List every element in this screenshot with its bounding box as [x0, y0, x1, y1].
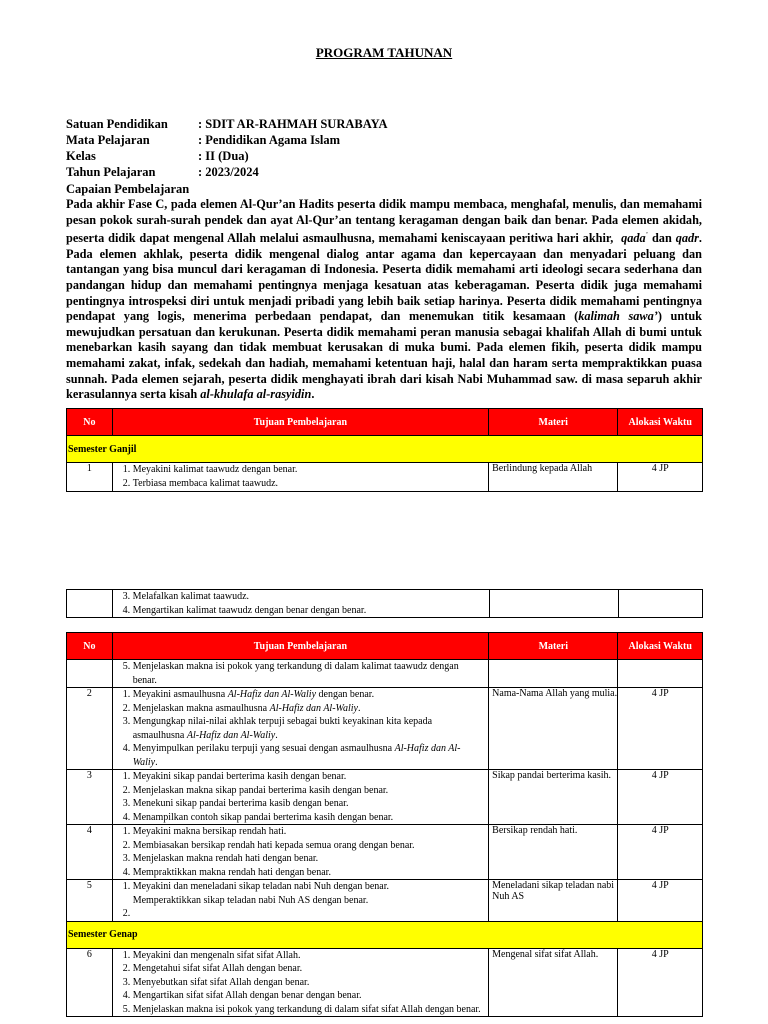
- cell-tujuan: [112, 770, 488, 825]
- cell-no: 2: [67, 688, 113, 770]
- cell-alokasi: 4 JP: [618, 463, 703, 492]
- identity-row-tahun: [66, 164, 388, 180]
- tujuan-item: [133, 715, 488, 742]
- item-text: Memperaktikkan sikap teladan nabi Nuh AS dengan benar.: [132, 894, 369, 906]
- tujuan-item: 2. Mengetahui sifat sifat Allah dengan benar.: [133, 962, 488, 976]
- item-term: Al-Hafiz dan Al-Waliy: [186, 729, 276, 741]
- cell-materi: Nama-Nama Allah yang mulia.: [489, 688, 618, 770]
- tujuan-item: 4. Mengartikan kalimat taawudz dengan benar dengan benar.: [133, 604, 489, 618]
- cell-materi: [489, 660, 618, 688]
- tujuan-item: 1. Meyakini makna bersikap rendah hati.: [133, 825, 488, 839]
- tujuan-item: 2. Menjelaskan makna sikap pandai berterima kasih dengan benar.: [133, 784, 488, 798]
- tujuan-item: [133, 907, 488, 921]
- item-text: Meyakini asmaulhusna: [132, 689, 228, 700]
- capaian-term-qada: qada: [621, 231, 646, 246]
- item-text: Meyakini dan meneladani sikap teladan nabi Nuh dengan benar.: [132, 881, 390, 892]
- tujuan-item: 4. Menampilkan contoh sikap pandai berterima kasih dengan benar.: [133, 811, 488, 825]
- identity-label: Tahun Pelajaran: [66, 165, 156, 179]
- item-text: dengan benar.: [316, 689, 375, 700]
- header-no: No: [67, 409, 113, 436]
- capaian-text: Pada akhir Fase C, pada elemen Al-Qur’an Hadits peserta didik mampu membaca, menghafal, menulis, dan memahami pesan pokok surah-surah pendek dan ayat Al-Qur’an tentang keragaman dengan baik dan benar. Pada elemen akidah, peserta didik dapat mengenal Allah melalui asmaulhusna, memahami keniscayaan peritiwa hari akhir,: [66, 197, 702, 246]
- tujuan-item: 1. Meyakini dan mengenaln sifat sifat Allah.: [133, 949, 488, 963]
- header-tujuan: Tujuan Pembelajaran: [112, 409, 488, 436]
- tujuan-item: 5. Menjelaskan makna isi pokok yang terkandung di dalam kalimat taawudz dengan benar.: [133, 660, 488, 687]
- header-alokasi: Alokasi Waktu: [618, 633, 703, 660]
- header-no: No: [67, 633, 113, 660]
- item-text: .: [357, 702, 361, 714]
- tujuan-item: 1. Meyakini sikap pandai berterima kasih dengan benar.: [133, 770, 488, 784]
- cell-tujuan: [112, 825, 488, 880]
- table-row: [67, 948, 703, 1017]
- table-row: [67, 590, 703, 618]
- identity-value: : SDIT AR-RAHMAH SURABAYA: [198, 117, 388, 131]
- cell-tujuan: [112, 688, 488, 770]
- item-text: Menyimpulkan perilaku terpuji yang sesuai dengan asmaulhusna: [132, 743, 395, 754]
- identity-value: : 2023/2024: [198, 165, 259, 179]
- cell-materi: Meneladani sikap teladan nabi Nuh AS: [489, 880, 618, 922]
- table-header-row: [67, 409, 703, 436]
- identity-row-mapel: [66, 132, 388, 148]
- identity-label: Satuan Pendidikan: [66, 117, 168, 131]
- page-title: PROGRAM TAHUNAN: [315, 45, 453, 60]
- capaian-text: ) untuk mewujudkan persatuan dan kerukunan. Peserta didik memahami peran manusia sebagai khalifah Allah di bumi untuk menebarkan kasih sayang dan tidak membuat kerusakan di muka bumi. Pada elemen fikih, peserta didik mampu memahami zakat, infak, sedekah dan hadiah, memahami ketentuan haji, halal dan haram serta mempraktikkan puasa sunnah. Pada elemen sejarah, peserta didik menghayati ibrah dari kisah Nabi Muhammad saw. di masa separuh akhir kerasulannya serta kisah: [66, 309, 703, 402]
- cell-tujuan: [112, 590, 489, 618]
- tujuan-item: 5. Menjelaskan makna isi pokok yang terkandung di dalam sifat sifat Allah dengan benar.: [133, 1003, 488, 1017]
- cell-tujuan: [112, 660, 488, 688]
- cell-alokasi: 4 JP: [618, 825, 703, 880]
- table-row: [67, 463, 703, 492]
- tujuan-item: 4. Mengartikan sifat sifat Allah dengan benar dengan benar.: [133, 989, 488, 1003]
- tujuan-item: [133, 742, 488, 769]
- program-table-1: [66, 408, 703, 492]
- cell-materi: Mengenal sifat sifat Allah.: [489, 948, 618, 1017]
- cell-alokasi: 4 JP: [618, 770, 703, 825]
- table-header-row: [67, 633, 703, 660]
- cell-no: 5: [67, 880, 113, 922]
- table-row: [67, 825, 703, 880]
- capaian-term-khulafa: al-khulafa al-rasyidin: [200, 387, 312, 402]
- table-row: [67, 880, 703, 922]
- cell-materi: Sikap pandai berterima kasih.: [489, 770, 618, 825]
- tujuan-item: 3. Menyebutkan sifat sifat Allah dengan benar.: [133, 976, 488, 990]
- cell-no: 6: [67, 948, 113, 1017]
- table-row: [67, 660, 703, 688]
- identity-label: Kelas: [66, 149, 96, 163]
- capaian-term-kalimah: kalimah sawa’: [578, 309, 658, 324]
- tujuan-item: 2. Membiasakan bersikap rendah hati kepada semua orang dengan benar.: [133, 839, 488, 853]
- identity-value: : II (Dua): [198, 149, 249, 163]
- item-text: Menjelaskan makna asmaulhusna: [132, 702, 270, 714]
- capaian-sup: ’: [645, 231, 649, 240]
- header-materi: Materi: [489, 633, 618, 660]
- semester-label: Semester Genap: [67, 921, 703, 948]
- cell-materi: Berlindung kepada Allah: [489, 463, 618, 492]
- cell-no: [67, 590, 113, 618]
- identity-label: Mata Pelajaran: [66, 133, 150, 147]
- cell-alokasi: [618, 590, 702, 618]
- program-table-2: [66, 589, 703, 618]
- header-materi: Materi: [489, 409, 618, 436]
- identity-row-kelas: [66, 148, 388, 164]
- cell-tujuan: [112, 463, 488, 492]
- table-row: [67, 770, 703, 825]
- cell-no: 1: [67, 463, 113, 492]
- item-term: Al-Hafiz dan Al-Waliy: [269, 702, 358, 714]
- item-text: Mengungkap nilai-nilai akhlak terpuji sebagai bukti keyakinan kita kepada asmaulhusna: [132, 716, 433, 741]
- cell-materi: [489, 590, 618, 618]
- cell-alokasi: 4 JP: [618, 880, 703, 922]
- semester-label: Semester Ganjil: [67, 436, 703, 463]
- capaian-term-qadr: qadr: [675, 231, 699, 246]
- tujuan-item: [133, 688, 488, 702]
- item-text: .: [275, 729, 278, 741]
- tujuan-item: 2. Terbiasa membaca kalimat taawudz.: [133, 477, 488, 491]
- cell-materi: Bersikap rendah hati.: [489, 825, 618, 880]
- tujuan-item: 3. Menekuni sikap pandai berterima kasib dengan benar.: [133, 797, 488, 811]
- semester-row: [67, 436, 703, 463]
- capaian-title: Capaian Pembelajaran: [66, 182, 190, 196]
- tujuan-item: 1. Meyakini kalimat taawudz dengan benar.: [133, 463, 488, 477]
- cell-alokasi: 4 JP: [618, 688, 703, 770]
- tujuan-item: [133, 880, 488, 907]
- cell-no: 4: [67, 825, 113, 880]
- item-term: Al-Hafiz dan Al-Waliy: [227, 689, 317, 700]
- tujuan-item: [133, 702, 488, 716]
- tujuan-item: 4. Mempraktikkan makna rendah hati dengan benar.: [133, 866, 488, 880]
- capaian-text: . Pada elemen akhlak, peserta didik mengenal dialog antar agama dan kepercayaan dan menyadari peluang dan tantangan yang bisa muncul dari keragaman di Indonesia. Peserta didik memahami arti ideologi secara sederhana dan pandangan hidup dan memahami pentingnya menjaga kesatuan atas keberagaman. Peserta didik juga memahami pentingnya introspeksi diri untuk menjadi pribadi yang lebih baik setiap harinya. Peserta didik memahami pentingnya pendapat yang logis, menerima perbedaan pendapat, dan menemukan titik kesamaan (: [66, 231, 702, 324]
- header-tujuan: Tujuan Pembelajaran: [112, 633, 488, 660]
- capaian-text: dan: [651, 231, 672, 246]
- identity-block: [66, 116, 388, 180]
- program-table-3: [66, 632, 703, 1017]
- header-alokasi: Alokasi Waktu: [618, 409, 703, 436]
- cell-alokasi: 4 JP: [618, 948, 703, 1017]
- cell-tujuan: [112, 880, 488, 922]
- item-text: .: [155, 756, 158, 768]
- cell-no: 3: [67, 770, 113, 825]
- table-row: [67, 688, 703, 770]
- identity-row-satuan: [66, 116, 388, 132]
- cell-tujuan: [112, 948, 488, 1017]
- capaian-text: .: [311, 387, 315, 402]
- identity-value: : Pendidikan Agama Islam: [198, 133, 341, 147]
- cell-no: [67, 660, 113, 688]
- capaian-paragraph: [66, 197, 702, 403]
- semester-row: [67, 921, 703, 948]
- tujuan-item: 3. Menjelaskan makna rendah hati dengan benar.: [133, 852, 488, 866]
- item-term: Al-Hafiz dan Al-Waliy: [132, 743, 461, 768]
- cell-alokasi: [618, 660, 703, 688]
- tujuan-item: 3. Melafalkan kalimat taawudz.: [133, 590, 489, 604]
